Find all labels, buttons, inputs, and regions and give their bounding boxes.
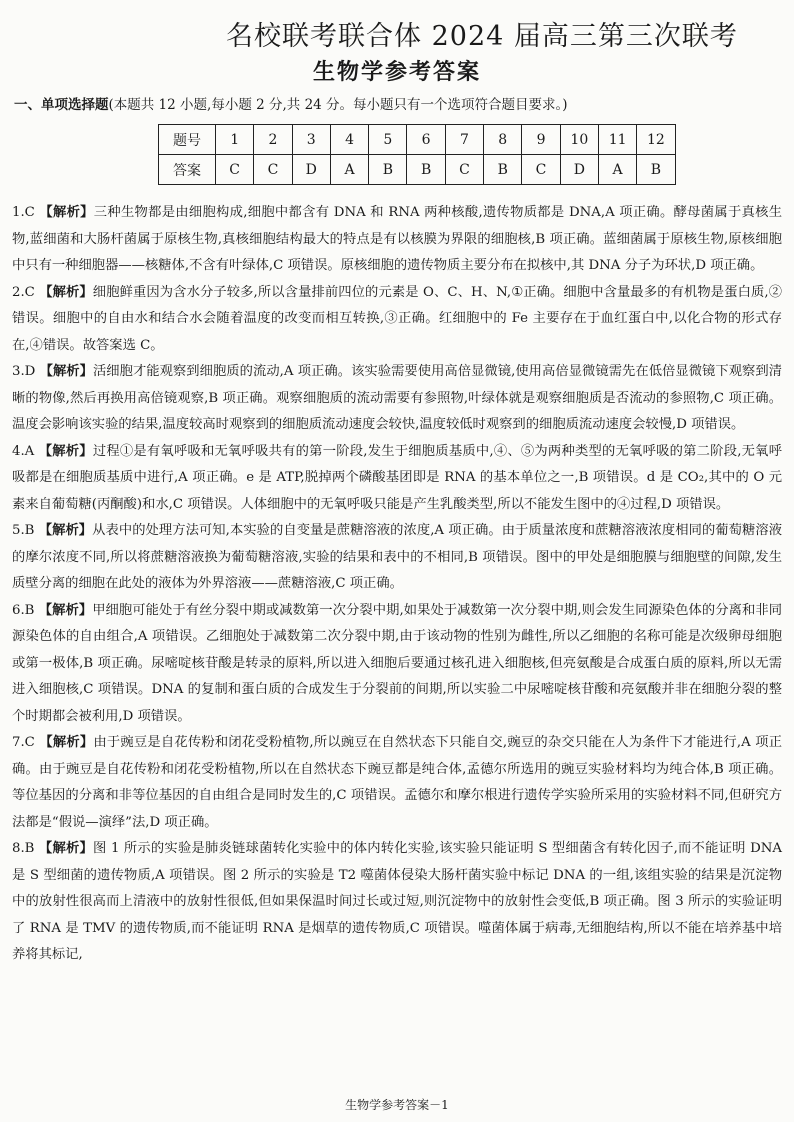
question-number: 4 bbox=[330, 125, 368, 155]
answer-letter: C bbox=[216, 155, 254, 185]
item-text: 甲细胞可能处于有丝分裂中期或减数第一次分裂中期,如果处于减数第一次分裂中期,则会发生同源染色体的分离和非同源染色体的自由组合,A 项错误。乙细胞处于减数第二次分裂中期,由于该动物的性别为雌性,所以乙细胞的名称可能是次级卵母细胞或第一极体,B 项正确。尿嘧啶核苷酸是转录的原料,所以进入细胞后要通过核孔进入细胞核,但亮氨酸是合成蛋白质的原料,所以无需进入细胞核,C 项错误。DNA 的复制和蛋白质的合成发生于分裂前的间期,所以实验二中尿嘧啶核苷酸和亮氨酸并非在细胞分裂的整个时期都会被利用,D 项错误。 bbox=[12, 602, 783, 724]
item-tag: 【解析】 bbox=[38, 443, 93, 459]
explanation-item bbox=[12, 200, 782, 280]
question-number: 5 bbox=[369, 125, 407, 155]
explanation-list bbox=[12, 200, 782, 969]
item-tag: 【解析】 bbox=[38, 523, 93, 538]
answer-letter: A bbox=[598, 155, 636, 185]
question-number: 9 bbox=[522, 125, 560, 155]
explanation-item bbox=[12, 359, 782, 439]
section-title: 一、单项选择题 bbox=[14, 97, 109, 113]
item-text: 三种生物都是由细胞构成,细胞中都含有 DNA 和 RNA 两种核酸,遗传物质都是 DNA,A 项正确。酵母菌属于真核生物,蓝细菌和大肠杆菌属于原核生物,真核细胞结构最大的特点是有以核膜为界限的细胞核,B 项正确。蓝细菌属于原核生物,原核细胞中只有一种细胞器——核糖体,不含有叶绿体,C 项错误。原核细胞的遗传物质主要分布在拟核中,其 DNA 分子为环状,D 项正确。 bbox=[12, 205, 783, 273]
answer-letter: B bbox=[484, 155, 522, 185]
answer-table-number-row bbox=[159, 125, 676, 155]
answer-table bbox=[158, 124, 676, 185]
item-text: 过程①是有氧呼吸和无氧呼吸共有的第一阶段,发生于细胞质基质中,④、⑤为两种类型的无氧呼吸的第二阶段,无氧呼吸都是在细胞质基质中进行,A 项正确。e 是 ATP,脱掉两个磷酸基团即是 RNA 的基本单位之一,B 项错误。d 是 CO₂,其中的 O 元素来自葡萄糖(丙酮酸)和水,C 项错误。人体细胞中的无氧呼吸只能是产生乳酸类型,所以不能发生图中的④过程,D 项错误。 bbox=[12, 443, 782, 512]
page-title: 名校联考联合体 2024 届高三第三次联考 bbox=[226, 21, 738, 52]
item-number: 8.B bbox=[12, 841, 35, 856]
question-number: 6 bbox=[407, 125, 445, 155]
answer-letter: B bbox=[637, 155, 675, 185]
answer-letter: D bbox=[292, 155, 330, 185]
explanation-item bbox=[12, 518, 782, 598]
item-text: 细胞鲜重因为含水分子较多,所以含量排前四位的元素是 O、C、H、N,①正确。细胞中含量最多的有机物是蛋白质,②错误。细胞中的自由水和结合水会随着温度的改变而相互转换,③正确。红细胞中的 Fe 主要存在于血红蛋白中,以化合物的形式存在,④错误。故答案选 C。 bbox=[12, 284, 783, 353]
answer-table-answer-row bbox=[159, 155, 676, 185]
item-tag: 【解析】 bbox=[38, 602, 93, 618]
item-tag: 【解析】 bbox=[38, 841, 93, 856]
item-tag: 【解析】 bbox=[39, 284, 93, 300]
number-row-label: 题号 bbox=[159, 125, 216, 155]
item-tag: 【解析】 bbox=[39, 735, 94, 750]
question-number: 2 bbox=[254, 125, 292, 155]
section-heading bbox=[14, 93, 780, 113]
item-text: 由于豌豆是自花传粉和闭花受粉植物,所以豌豆在自然状态下只能自交,豌豆的杂交只能在人为条件下才能进行,A 项正确。由于豌豆是自花传粉和闭花受粉植物,所以在自然状态下豌豆都是纯合体,孟德尔所选用的豌豆实验材料均为纯合体,B 项正确。等位基因的分离和非等位基因的自由组合是同时发生的,C 项错误。孟德尔和摩尔根进行遗传学实验所采用的实验材料不同,但研究方法都是“假说—演绎”法,D 项正确。 bbox=[12, 735, 782, 830]
page-subtitle: 生物学参考答案 bbox=[312, 60, 481, 85]
explanation-item bbox=[12, 598, 782, 731]
answer-letter: B bbox=[407, 155, 445, 185]
answer-letter: C bbox=[254, 155, 292, 185]
question-number: 12 bbox=[637, 125, 675, 155]
item-number: 7.C bbox=[12, 735, 35, 750]
item-tag: 【解析】 bbox=[39, 364, 93, 379]
item-tag: 【解析】 bbox=[39, 205, 94, 220]
section-note: (本题共 12 小题,每小题 2 分,共 24 分。每小题只有一个选项符合题目要求。) bbox=[108, 97, 568, 113]
question-number: 11 bbox=[598, 125, 636, 155]
explanation-item bbox=[12, 730, 782, 836]
item-number: 2.C bbox=[12, 284, 35, 300]
item-number: 5.B bbox=[12, 523, 35, 538]
item-number: 3.D bbox=[12, 364, 36, 379]
answer-letter: D bbox=[560, 155, 598, 185]
item-number: 1.C bbox=[12, 205, 35, 220]
item-text: 从表中的处理方法可知,本实验的自变量是蔗糖溶液的浓度,A 项正确。由于质量浓度和蔗糖溶液浓度相同的葡萄糖溶液的摩尔浓度不同,所以将蔗糖溶液换为葡萄糖溶液,实验的结果和表中的不相同,B 项错误。图中的甲处是细胞膜与细胞壁的间隙,发生质壁分离的细胞在此处的液体为外界溶液——蔗糖溶液,C 项正确。 bbox=[12, 523, 782, 591]
explanation-item bbox=[12, 836, 782, 969]
answer-row-label: 答案 bbox=[159, 155, 216, 185]
item-number: 6.B bbox=[12, 602, 35, 618]
question-number: 3 bbox=[292, 125, 330, 155]
explanation-item bbox=[12, 280, 782, 360]
question-number: 8 bbox=[484, 125, 522, 155]
explanation-item bbox=[12, 439, 782, 519]
question-number: 7 bbox=[445, 125, 483, 155]
answer-letter: C bbox=[522, 155, 560, 185]
question-number: 1 bbox=[216, 125, 254, 155]
answer-letter: B bbox=[369, 155, 407, 185]
item-number: 4.A bbox=[12, 443, 35, 459]
item-text: 图 1 所示的实验是肺炎链球菌转化实验中的体内转化实验,该实验只能证明 S 型细菌含有转化因子,而不能证明 DNA 是 S 型细菌的遗传物质,A 项错误。图 2 所示的实验是 T2 噬菌体侵染大肠杆菌实验中标记 DNA 的一组,该组实验的结果是沉淀物中的放射性很高而上清液中的放射性很低,但如果保温时间过长或过短,则沉淀物中的放射性会变低,B 项正确。图 3 所示的实验证明了 RNA 是 TMV 的遗传物质,而不能证明 RNA 是烟草的遗传物质,C 项错误。噬菌体属于病毒,无细胞结构,所以不能在培养基中培养将其标记, bbox=[12, 841, 782, 962]
answer-letter: A bbox=[330, 155, 368, 185]
answer-letter: C bbox=[445, 155, 483, 185]
item-text: 活细胞才能观察到细胞质的流动,A 项正确。该实验需要使用高倍显微镜,使用高倍显微镜需先在低倍显微镜下观察到清晰的物像,然后再换用高倍镜观察,B 项正确。观察细胞质的流动需要有参照物,叶绿体就是观察细胞质是否流动的参照物,C 项正确。温度会影响该实验的结果,温度较高时观察到的细胞质流动速度会较快,温度较低时观察到的细胞质流动速度会较慢,D 项错误。 bbox=[12, 364, 783, 432]
page-footer: 生物学参考答案－1 bbox=[345, 1098, 449, 1112]
question-number: 10 bbox=[560, 125, 598, 155]
